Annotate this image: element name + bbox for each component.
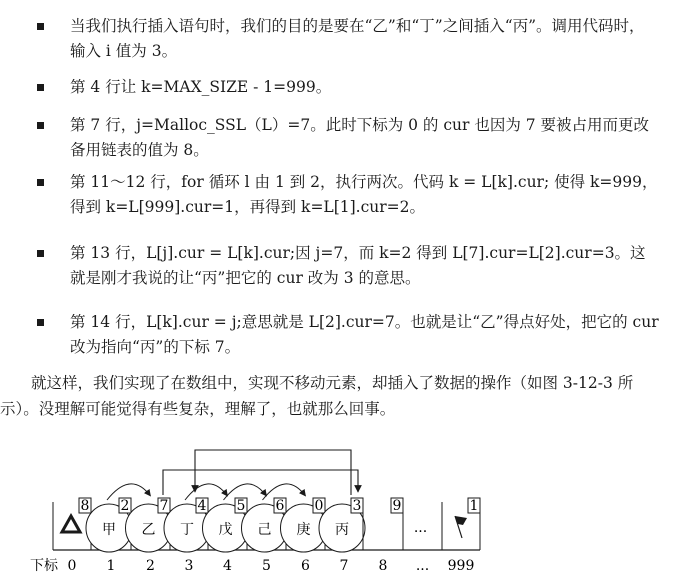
cell-data: 丙	[335, 522, 349, 538]
cur-value: 2	[120, 498, 130, 514]
bullet-item	[70, 310, 660, 360]
cell-data: 甲	[102, 522, 116, 538]
cell-data: 庚	[296, 522, 311, 538]
index-value: 2	[146, 558, 155, 574]
index-value: ...	[415, 558, 430, 574]
index-row	[68, 558, 475, 574]
index-value: 999	[447, 558, 475, 574]
bullet-item	[70, 75, 660, 100]
bullet-item	[70, 170, 660, 220]
cur-value: 1	[469, 498, 479, 514]
bullet-icon	[37, 23, 44, 30]
index-value: 0	[67, 558, 77, 574]
cell-data: 丁	[180, 522, 194, 538]
cur-value: 6	[275, 498, 285, 514]
bullet-item	[70, 14, 660, 64]
cur-value: 5	[236, 498, 246, 514]
flag-icon	[455, 516, 467, 538]
array-cells	[53, 484, 480, 552]
bullet-text: 第 7 行，j=Malloc_SSL（L）=7。此时下标为 0 的 cur 也因为 7 要被占用而更改备用链表的值为 8。	[70, 116, 650, 159]
recycle-icon	[62, 516, 80, 532]
index-value: 3	[184, 558, 194, 574]
cur-value: 4	[197, 498, 207, 514]
bullet-text: 当我们执行插入语句时，我们的目的是要在“乙”和“丁”之间插入“丙”。调用代码时，输入 i 值为 3。	[70, 17, 645, 60]
arrow-bing-to-ding	[195, 450, 351, 495]
cell-data: ...	[413, 520, 428, 536]
bullet-text: 第 14 行，L[k].cur = j;意思就是 L[2].cur=7。也就是让“乙”得点好处，把它的 cur 改为指向“丙”的下标 7。	[70, 313, 659, 356]
bullet-item	[70, 241, 660, 291]
cur-value: 0	[314, 498, 324, 514]
cur-value: 8	[80, 498, 90, 514]
bullet-icon	[37, 122, 44, 129]
index-value: 4	[223, 558, 232, 574]
cur-value: 3	[352, 498, 362, 514]
index-value: 8	[378, 558, 388, 574]
body-paragraph: 就这样，我们实现了在数组中，实现不移动元素，却插入了数据的操作（如图 3-12-3 所示）。没理解可能觉得有些复杂，理解了，也就那么回事。	[0, 374, 634, 418]
index-label: 下标	[30, 558, 58, 574]
bullet-text: 第 4 行让 k=MAX_SIZE - 1=999。	[70, 78, 332, 96]
bullet-icon	[37, 250, 44, 257]
index-value: 1	[106, 558, 116, 574]
static-linked-list-diagram	[0, 440, 676, 582]
cell-data: 己	[257, 522, 272, 538]
bullet-text: 第 11～12 行，for 循环 l 由 1 到 2，执行两次。代码 k = L[k].cur; 使得 k=999，得到 k=L[999].cur=1，再得到 k=L[1].cur=2。	[70, 173, 658, 216]
bullet-icon	[37, 84, 44, 91]
cur-value: 7	[159, 498, 169, 514]
index-value: 6	[301, 558, 310, 574]
index-value: 5	[262, 558, 271, 574]
bullet-icon	[37, 319, 44, 326]
cell-data: 戊	[218, 522, 233, 538]
cur-value: 9	[392, 498, 402, 514]
index-value: 7	[339, 558, 349, 574]
bullet-text: 第 13 行，L[j].cur = L[k].cur;因 j=7，而 k=2 得到 L[7].cur=L[2].cur=3。这就是刚才我说的让“丙”把它的 cur 改为 3 的意思。	[70, 244, 646, 287]
bullet-icon	[37, 179, 44, 186]
cell-data: 乙	[141, 522, 156, 538]
bullet-item	[70, 113, 660, 163]
